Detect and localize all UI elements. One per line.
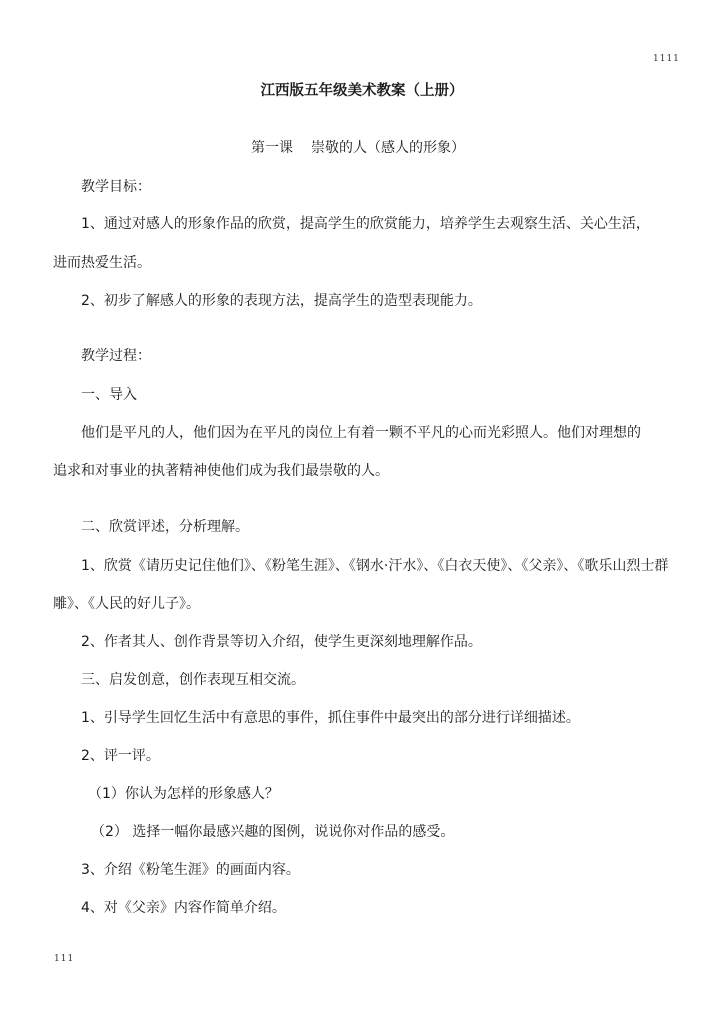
paragraph: 2、初步了解感人的形象的表现方法，提高学生的造型表现能力。 [81, 293, 482, 309]
paragraph: 2、作者其人、创作背景等切入介绍，使学生更深刻地理解作品。 [81, 634, 482, 650]
paragraph: （1）你认为怎样的形象感人？ [88, 786, 279, 802]
lesson-label: 第一课 [251, 140, 293, 156]
paragraph: 2、评一评。 [81, 748, 160, 764]
paragraph: 二、欣赏评述，分析理解。 [81, 519, 249, 535]
paragraph: 教学目标： [81, 179, 151, 195]
paragraph: 4、对《父亲》内容作简单介绍。 [81, 900, 286, 916]
lesson-name: 崇敬的人（感人的形象） [311, 140, 465, 156]
paragraph: 一、导入 [81, 387, 137, 403]
paragraph: 1、欣赏《请历史记住他们》、《粉笔生涯》、《钢水·汗水》、《白衣天使》、《父亲》、《歌乐山烈士群 [81, 558, 669, 574]
paragraph: 追求和对事业的执著精神使他们成为我们最崇敬的人。 [53, 463, 389, 479]
document-title: 江西版五年级美术教案（上册） [260, 83, 464, 99]
paragraph: 1、引导学生回忆生活中有意思的事件，抓住事件中最突出的部分进行详细描述。 [81, 710, 580, 726]
lesson-heading [251, 138, 465, 158]
paragraph: （2） 选择一幅你最感兴趣的图例，说说你对作品的感受。 [91, 824, 455, 840]
paragraph: 3、介绍《粉笔生涯》的画面内容。 [81, 862, 300, 878]
paragraph: 三、启发创意，创作表现互相交流。 [81, 672, 305, 688]
paragraph: 1、通过对感人的形象作品的欣赏，提高学生的欣赏能力，培养学生去观察生活、关心生活， [81, 216, 650, 232]
paragraph: 进而热爱生活。 [53, 255, 151, 271]
page-number-bottom: 111 [54, 954, 75, 964]
page-number-top: 1111 [653, 54, 680, 64]
paragraph: 教学过程： [81, 348, 151, 364]
paragraph: 雕》、《人民的好儿子》。 [53, 596, 200, 612]
paragraph: 他们是平凡的人，他们因为在平凡的岗位上有着一颗不平凡的心而光彩照人。他们对理想的 [81, 425, 641, 441]
